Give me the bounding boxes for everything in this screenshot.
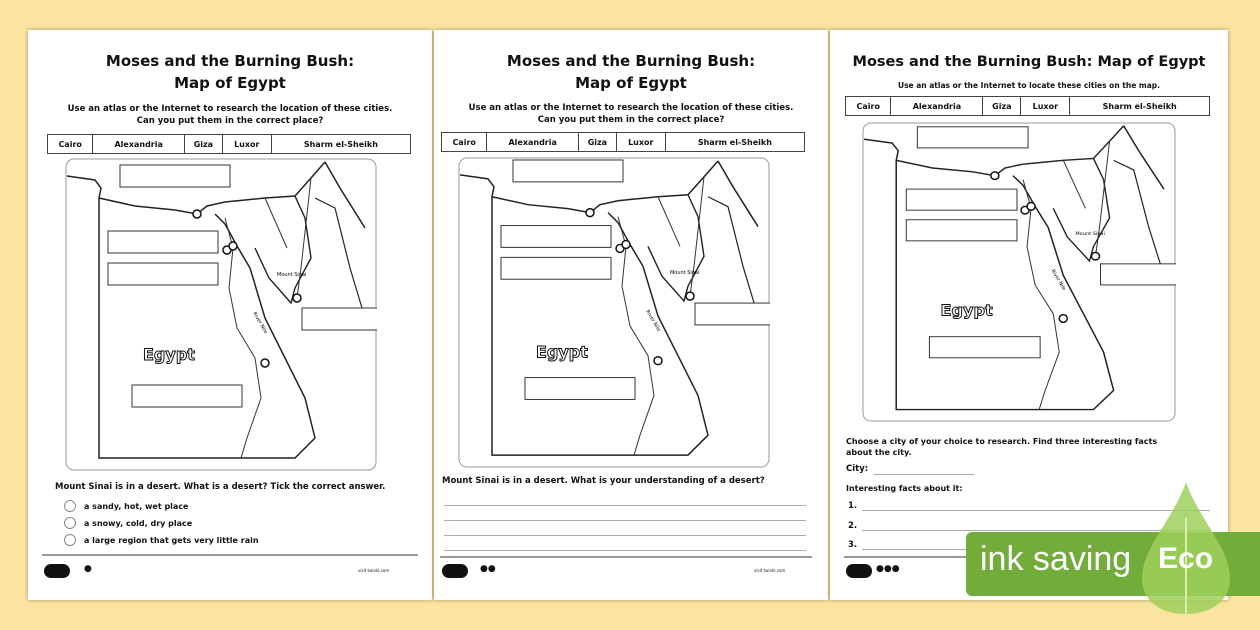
city-label: City:	[846, 464, 869, 474]
city-cell: Cairo	[48, 135, 93, 154]
cities-table	[441, 132, 805, 152]
mount-sinai-label: Mount Sinai	[670, 270, 700, 277]
fact-number: 2.	[848, 521, 858, 531]
instruction-line: Use an atlas or the Internet to research the location of these cities.	[67, 104, 393, 114]
river-nile-label: River Nile	[251, 311, 269, 335]
city-label-box	[525, 378, 635, 400]
title-line: Map of Egypt	[575, 74, 687, 92]
footer-divider	[42, 554, 418, 556]
egypt-map	[65, 158, 377, 471]
radio-circle[interactable]	[64, 534, 76, 546]
city-marker	[654, 357, 662, 365]
city-cell: Luxor	[1021, 97, 1070, 116]
title: Moses and the Burning Bush: Map of Egypt	[852, 54, 1206, 70]
river-nile-label: River Nile	[644, 309, 662, 333]
title-line: Moses and the Burning Bush:	[506, 52, 756, 70]
answer-line[interactable]	[444, 520, 806, 521]
facts-label: Interesting facts about it:	[846, 484, 963, 493]
footer-text: visit twinkl.com	[358, 568, 390, 573]
city-label-box	[108, 231, 218, 253]
twinkl-logo	[442, 564, 468, 578]
city-cell: Giza	[579, 133, 617, 152]
title-line: Moses and the Burning Bush:	[105, 52, 355, 70]
city-cell: Cairo	[442, 133, 487, 152]
worksheet-page-2[interactable]	[434, 30, 828, 600]
city-cell: Alexandria	[93, 135, 185, 154]
instructions: Use an atlas or the Internet to locate these cities on the map.	[897, 81, 1160, 90]
city-label-box	[513, 160, 623, 182]
answer-line[interactable]	[444, 550, 806, 551]
twinkl-logo	[846, 564, 872, 578]
question: Choose a city of your choice to research. Find three interesting facts about the city.	[846, 437, 1158, 457]
title	[434, 50, 828, 94]
city-label-box	[929, 337, 1040, 358]
city-marker	[293, 294, 301, 302]
instruction-line: Can you put them in the correct place?	[136, 116, 324, 126]
radio-circle[interactable]	[64, 517, 76, 529]
city-marker	[229, 242, 237, 250]
city-label-box	[917, 127, 1028, 148]
question: Mount Sinai is in a desert. What is your understanding of a desert?	[442, 476, 765, 486]
city-marker	[1091, 252, 1099, 260]
city-label-box	[501, 257, 611, 279]
city-cell: Alexandria	[891, 97, 983, 116]
city-cell: Alexandria	[487, 133, 579, 152]
instruction-line: Use an atlas or the Internet to research the location of these cities.	[468, 103, 794, 113]
city-marker	[193, 210, 201, 218]
fact-number: 1.	[848, 501, 858, 511]
worksheet-page-1[interactable]	[28, 30, 432, 600]
city-marker	[586, 209, 594, 217]
eco-label: Eco	[1158, 542, 1214, 575]
egypt-map	[458, 157, 770, 468]
city-marker	[622, 240, 630, 248]
option-label: a snowy, cold, dry place	[84, 518, 193, 528]
option-3[interactable]	[64, 534, 259, 546]
country-label: Egypt	[143, 345, 195, 364]
city-cell: Sharm el-Sheikh	[1070, 97, 1210, 116]
cities-table	[845, 96, 1210, 116]
twinkl-logo	[44, 564, 70, 578]
option-label: a large region that gets very little rain	[84, 535, 259, 545]
country-label: Egypt	[940, 300, 993, 320]
mount-sinai-label: Mount Sinai	[1075, 231, 1105, 238]
title	[28, 50, 432, 94]
city-label-box	[501, 226, 611, 248]
city-label-box	[132, 385, 242, 407]
option-label: a sandy, hot, wet place	[84, 501, 189, 511]
city-label-box	[695, 303, 770, 325]
cities-table	[47, 134, 411, 154]
instruction-line: Can you put them in the correct place?	[537, 115, 725, 125]
city-cell: Sharm el-Sheikh	[271, 135, 410, 154]
city-cell: Cairo	[846, 97, 891, 116]
country-label: Egypt	[536, 342, 588, 362]
city-label-box	[906, 189, 1017, 210]
answer-line[interactable]	[444, 505, 806, 506]
city-label-box	[302, 308, 377, 330]
river-nile-label: River Nile	[1049, 268, 1067, 292]
difficulty-dots: ●●	[480, 564, 496, 574]
radio-circle[interactable]	[64, 500, 76, 512]
city-cell: Giza	[983, 97, 1021, 116]
city-label-box	[120, 165, 230, 187]
question: Mount Sinai is in a desert. What is a desert? Tick the correct answer.	[55, 482, 386, 492]
city-cell: Sharm el-Sheikh	[665, 133, 804, 152]
difficulty-dots: ●●●	[876, 564, 900, 574]
instructions	[28, 103, 432, 127]
city-cell: Luxor	[616, 133, 665, 152]
city-marker	[991, 172, 999, 180]
city-label-box	[906, 220, 1017, 241]
badge-text: ink saving	[980, 540, 1132, 578]
city-input-line[interactable]	[874, 474, 974, 475]
city-cell: Giza	[185, 135, 223, 154]
mount-sinai-label: Mount Sinai	[277, 272, 307, 278]
city-label-box	[108, 263, 218, 285]
difficulty-dots: ●	[84, 564, 92, 574]
option-1[interactable]	[64, 500, 188, 512]
city-marker	[686, 292, 694, 300]
city-marker	[261, 359, 269, 367]
city-label-box	[1101, 264, 1176, 285]
answer-line[interactable]	[444, 535, 806, 536]
title-line: Map of Egypt	[174, 74, 286, 92]
fact-number: 3.	[848, 540, 858, 550]
city-marker	[1027, 203, 1035, 211]
footer-text: visit twinkl.com	[754, 568, 786, 573]
city-cell: Luxor	[222, 135, 271, 154]
option-2[interactable]	[64, 517, 192, 529]
egypt-map	[862, 122, 1176, 422]
city-marker	[1059, 315, 1067, 323]
instructions	[434, 102, 828, 126]
footer-divider	[440, 556, 812, 558]
